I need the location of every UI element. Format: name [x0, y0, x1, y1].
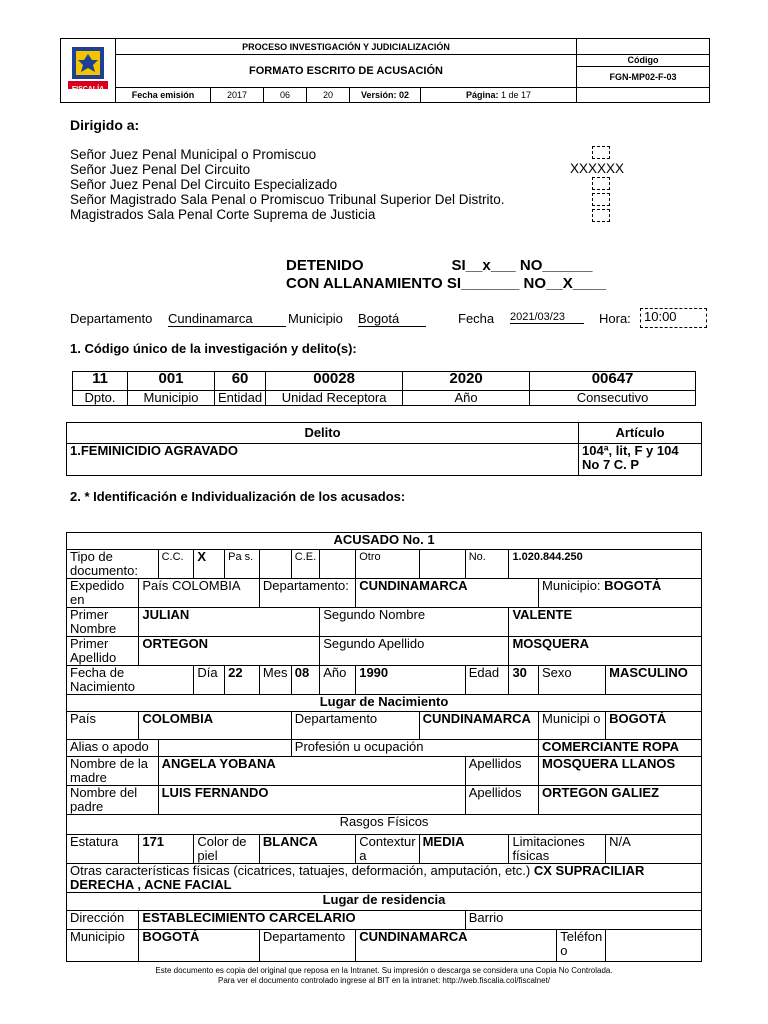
section2-title: 2. * Identificación e Individualización de los acusados: — [70, 489, 406, 504]
dirigido-checkboxes — [592, 146, 610, 225]
dia-value[interactable]: 22 — [225, 666, 260, 695]
checkbox-corte-suprema[interactable] — [592, 209, 610, 222]
pas-value[interactable] — [259, 550, 291, 579]
pagina-label: Página: — [465, 90, 499, 100]
section1-title: 1. Código único de la investigación y delito(s): — [70, 341, 357, 356]
checkbox-juez-municipal[interactable] — [592, 146, 610, 159]
mes-label: Mes — [259, 666, 291, 695]
primer-apellido-label: Primer Apellido — [67, 637, 139, 666]
expedido-label: Expedido en — [67, 579, 139, 608]
checkbox-juez-especializado[interactable] — [592, 177, 610, 190]
profesion-value[interactable]: COMERCIANTE ROPA — [539, 740, 702, 757]
madre-label: Nombre de la madre — [67, 757, 159, 786]
emision-day: 20 — [307, 88, 350, 103]
segundo-apellido-value[interactable]: MOSQUERA — [509, 637, 702, 666]
direccion-label: Dirección — [67, 911, 139, 930]
expedido-municipio-value[interactable]: BOGOTÁ — [604, 578, 662, 593]
segundo-apellido-label: Segundo Apellido — [320, 637, 509, 666]
code-anio: 2020 — [403, 372, 530, 391]
expedido-municipio-label: Municipio: — [542, 578, 601, 593]
emision-month: 06 — [264, 88, 307, 103]
acusado-title: ACUSADO No. 1 — [67, 533, 702, 550]
pais-value[interactable]: COLOMBIA — [139, 712, 291, 740]
residencia-depto-value[interactable]: CUNDINAMARCA — [356, 930, 557, 962]
fecha-emision-label: Fecha emisión — [116, 88, 211, 103]
padre-apellidos-label: Apellidos — [465, 786, 538, 815]
segundo-nombre-label: Segundo Nombre — [320, 608, 509, 637]
footer — [0, 966, 768, 986]
residencia-depto-label: Departamento — [259, 930, 355, 962]
nacimiento-depto-label: Departamento — [291, 712, 419, 740]
dirigido-title: Dirigido a: — [70, 117, 140, 133]
dirigido-item: Señor Juez Penal Del Circuito Especializado — [70, 177, 338, 192]
location-row — [70, 310, 710, 330]
padre-label: Nombre del padre — [67, 786, 159, 815]
limitaciones-value[interactable]: N/A — [606, 835, 702, 864]
otro-value[interactable] — [419, 550, 465, 579]
delito-header: Delito — [67, 423, 579, 444]
municipio-value[interactable]: Bogotá — [358, 311, 426, 327]
documento-numero[interactable]: 1.020.844.250 — [509, 550, 702, 579]
telefono-label: Teléfon o — [557, 930, 606, 962]
code-dpto: 11 — [73, 372, 128, 391]
alias-label: Alias o apodo — [67, 740, 159, 757]
primer-nombre-value[interactable]: JULIAN — [139, 608, 320, 637]
code-label: Municipio — [128, 391, 215, 406]
dirigido-item: Señor Juez Penal Del Circuito — [70, 162, 251, 177]
ce-value[interactable] — [320, 550, 356, 579]
pais-colombia: País COLOMBIA — [139, 579, 260, 608]
departamento-label: Departamento — [70, 311, 153, 326]
padre-value[interactable]: LUIS FERNANDO — [158, 786, 465, 815]
no-label: No. — [465, 550, 509, 579]
dirigido-list — [70, 147, 504, 222]
emision-year: 2017 — [211, 88, 264, 103]
process-title: PROCESO INVESTIGACIÓN Y JUDICIALIZACIÓN — [116, 39, 577, 55]
acusado-table — [66, 532, 702, 962]
barrio-label: Barrio — [465, 911, 701, 930]
expedido-depto-value[interactable]: CUNDINAMARCA — [356, 579, 539, 608]
nacimiento-depto-value[interactable]: CUNDINAMARCA — [419, 712, 538, 740]
dirigido-item: Señor Juez Penal Municipal o Promiscuo — [70, 147, 317, 162]
residencia-municipio-label: Municipio — [67, 930, 139, 962]
allanamiento-line: CON ALLANAMIENTO SI_______ NO__X____ — [286, 275, 607, 292]
code-label: Año — [403, 391, 530, 406]
residencia-municipio-value[interactable]: BOGOTÁ — [139, 930, 260, 962]
detenido-value: SI__x___ NO______ — [451, 257, 593, 274]
contextura-value[interactable]: MEDIA — [419, 835, 509, 864]
mes-value[interactable]: 08 — [291, 666, 319, 695]
municipio-label: Municipio — [288, 311, 343, 326]
padre-apellidos-value[interactable]: ORTEGON GALIEZ — [539, 786, 702, 815]
articulo-value: 104ª, lit, F y 104 No 7 C. P — [579, 444, 702, 476]
cc-label: C.C. — [158, 550, 194, 579]
delito-value: 1.FEMINICIDIO AGRAVADO — [67, 444, 579, 476]
color-piel-label: Color de piel — [194, 835, 260, 864]
otro-label: Otro — [356, 550, 419, 579]
nacimiento-municipio-label: Municipi o — [539, 712, 606, 740]
edad-value[interactable]: 30 — [509, 666, 539, 695]
codigo-value: FGN-MP02-F-03 — [609, 72, 677, 82]
logo-cell — [61, 39, 116, 103]
code-label: Unidad Receptora — [266, 391, 403, 406]
estatura-value[interactable]: 171 — [139, 835, 194, 864]
hora-value[interactable]: 10:00 — [640, 308, 707, 328]
code-label: Entidad — [215, 391, 266, 406]
fecha-nacimiento-label: Fecha de Nacimiento — [67, 666, 194, 695]
edad-label: Edad — [465, 666, 509, 695]
tipo-doc-label: Tipo de documento: — [67, 550, 159, 579]
sexo-label: Sexo — [539, 666, 606, 695]
alias-value[interactable] — [158, 740, 291, 757]
primer-nombre-label: Primer Nombre — [67, 608, 139, 637]
pas-label: Pa s. — [225, 550, 260, 579]
segundo-nombre-value[interactable]: VALENTE — [509, 608, 702, 637]
direccion-value[interactable]: ESTABLECIMIENTO CARCELARIO — [139, 911, 465, 930]
dirigido-selected-mark: XXXXXX — [570, 161, 625, 176]
sexo-value[interactable]: MASCULINO — [606, 666, 702, 695]
delito-table — [66, 422, 702, 476]
hora-label: Hora: — [599, 311, 631, 326]
otras-caracteristicas-value[interactable]: CX SUPRACILIAR DERECHA , ACNE FACIAL — [70, 863, 645, 892]
cc-mark[interactable]: X — [194, 550, 225, 579]
madre-apellidos-label: Apellidos — [465, 757, 538, 786]
primer-apellido-value[interactable]: ORTEGON — [139, 637, 320, 666]
logo-text: FISCALÍA — [71, 85, 105, 93]
dirigido-item: Señor Magistrado Sala Penal o Promiscuo Tribunal Superior Del Distrito. — [70, 192, 505, 207]
dirigido-item: Magistrados Sala Penal Corte Suprema de Justicia — [70, 207, 376, 222]
fecha-value[interactable]: 2021/03/23 — [510, 311, 584, 324]
codigo-unico-table — [72, 371, 696, 406]
profesion-label: Profesión u ocupación — [291, 740, 538, 757]
nacimiento-municipio-value[interactable]: BOGOTÁ — [606, 712, 702, 740]
dia-label: Día — [194, 666, 225, 695]
form-title: FORMATO ESCRITO DE ACUSACIÓN — [116, 55, 577, 88]
detenido-block — [286, 257, 606, 293]
anio-value[interactable]: 1990 — [356, 666, 466, 695]
code-label: Consecutivo — [530, 391, 696, 406]
lugar-residencia-title: Lugar de residencia — [67, 893, 702, 911]
color-piel-value[interactable]: BLANCA — [259, 835, 355, 864]
pagina-value: 1 de 17 — [501, 90, 532, 100]
code-entidad: 60 — [215, 372, 266, 391]
expedido-depto-label: Departamento: — [259, 579, 355, 608]
telefono-value[interactable] — [606, 930, 702, 962]
footer-line: Para ver el documento controlado ingrese al BIT en la intranet: http://web.fiscalia.col/fiscalnet/ — [217, 976, 551, 985]
document-header — [60, 38, 710, 103]
estatura-label: Estatura — [67, 835, 139, 864]
fecha-label: Fecha — [458, 311, 495, 326]
detenido-label: DETENIDO — [286, 257, 364, 274]
pais-label: País — [67, 712, 139, 740]
code-label: Dpto. — [73, 391, 128, 406]
lugar-nacimiento-title: Lugar de Nacimiento — [67, 695, 702, 712]
version: Versión: 02 — [350, 88, 421, 103]
footer-line: Este documento es copia del original que reposa en la Intranet. Su impresión o descarga se considera una Copia No Controlada. — [155, 966, 613, 975]
code-unidad: 00028 — [266, 372, 403, 391]
limitaciones-label: Limitaciones físicas — [509, 835, 606, 864]
otras-caracteristicas-label: Otras características físicas (cicatrices, tatuajes, deformación, amputación, etc.) — [70, 863, 531, 878]
articulo-header: Artículo — [579, 423, 702, 444]
checkbox-magistrado-tribunal[interactable] — [592, 193, 610, 206]
madre-apellidos-value[interactable]: MOSQUERA LLANOS — [539, 757, 702, 786]
rasgos-fisicos-title: Rasgos Físicos — [67, 815, 702, 835]
madre-value[interactable]: ANGELA YOBANA — [158, 757, 465, 786]
anio-label: Año — [320, 666, 356, 695]
departamento-value[interactable]: Cundinamarca — [168, 311, 286, 327]
ce-label: C.E. — [291, 550, 319, 579]
code-municipio: 001 — [128, 372, 215, 391]
code-consecutivo: 00647 — [530, 372, 696, 391]
codigo-label: Código — [577, 55, 709, 67]
contextura-label: Contextur a — [356, 835, 419, 864]
